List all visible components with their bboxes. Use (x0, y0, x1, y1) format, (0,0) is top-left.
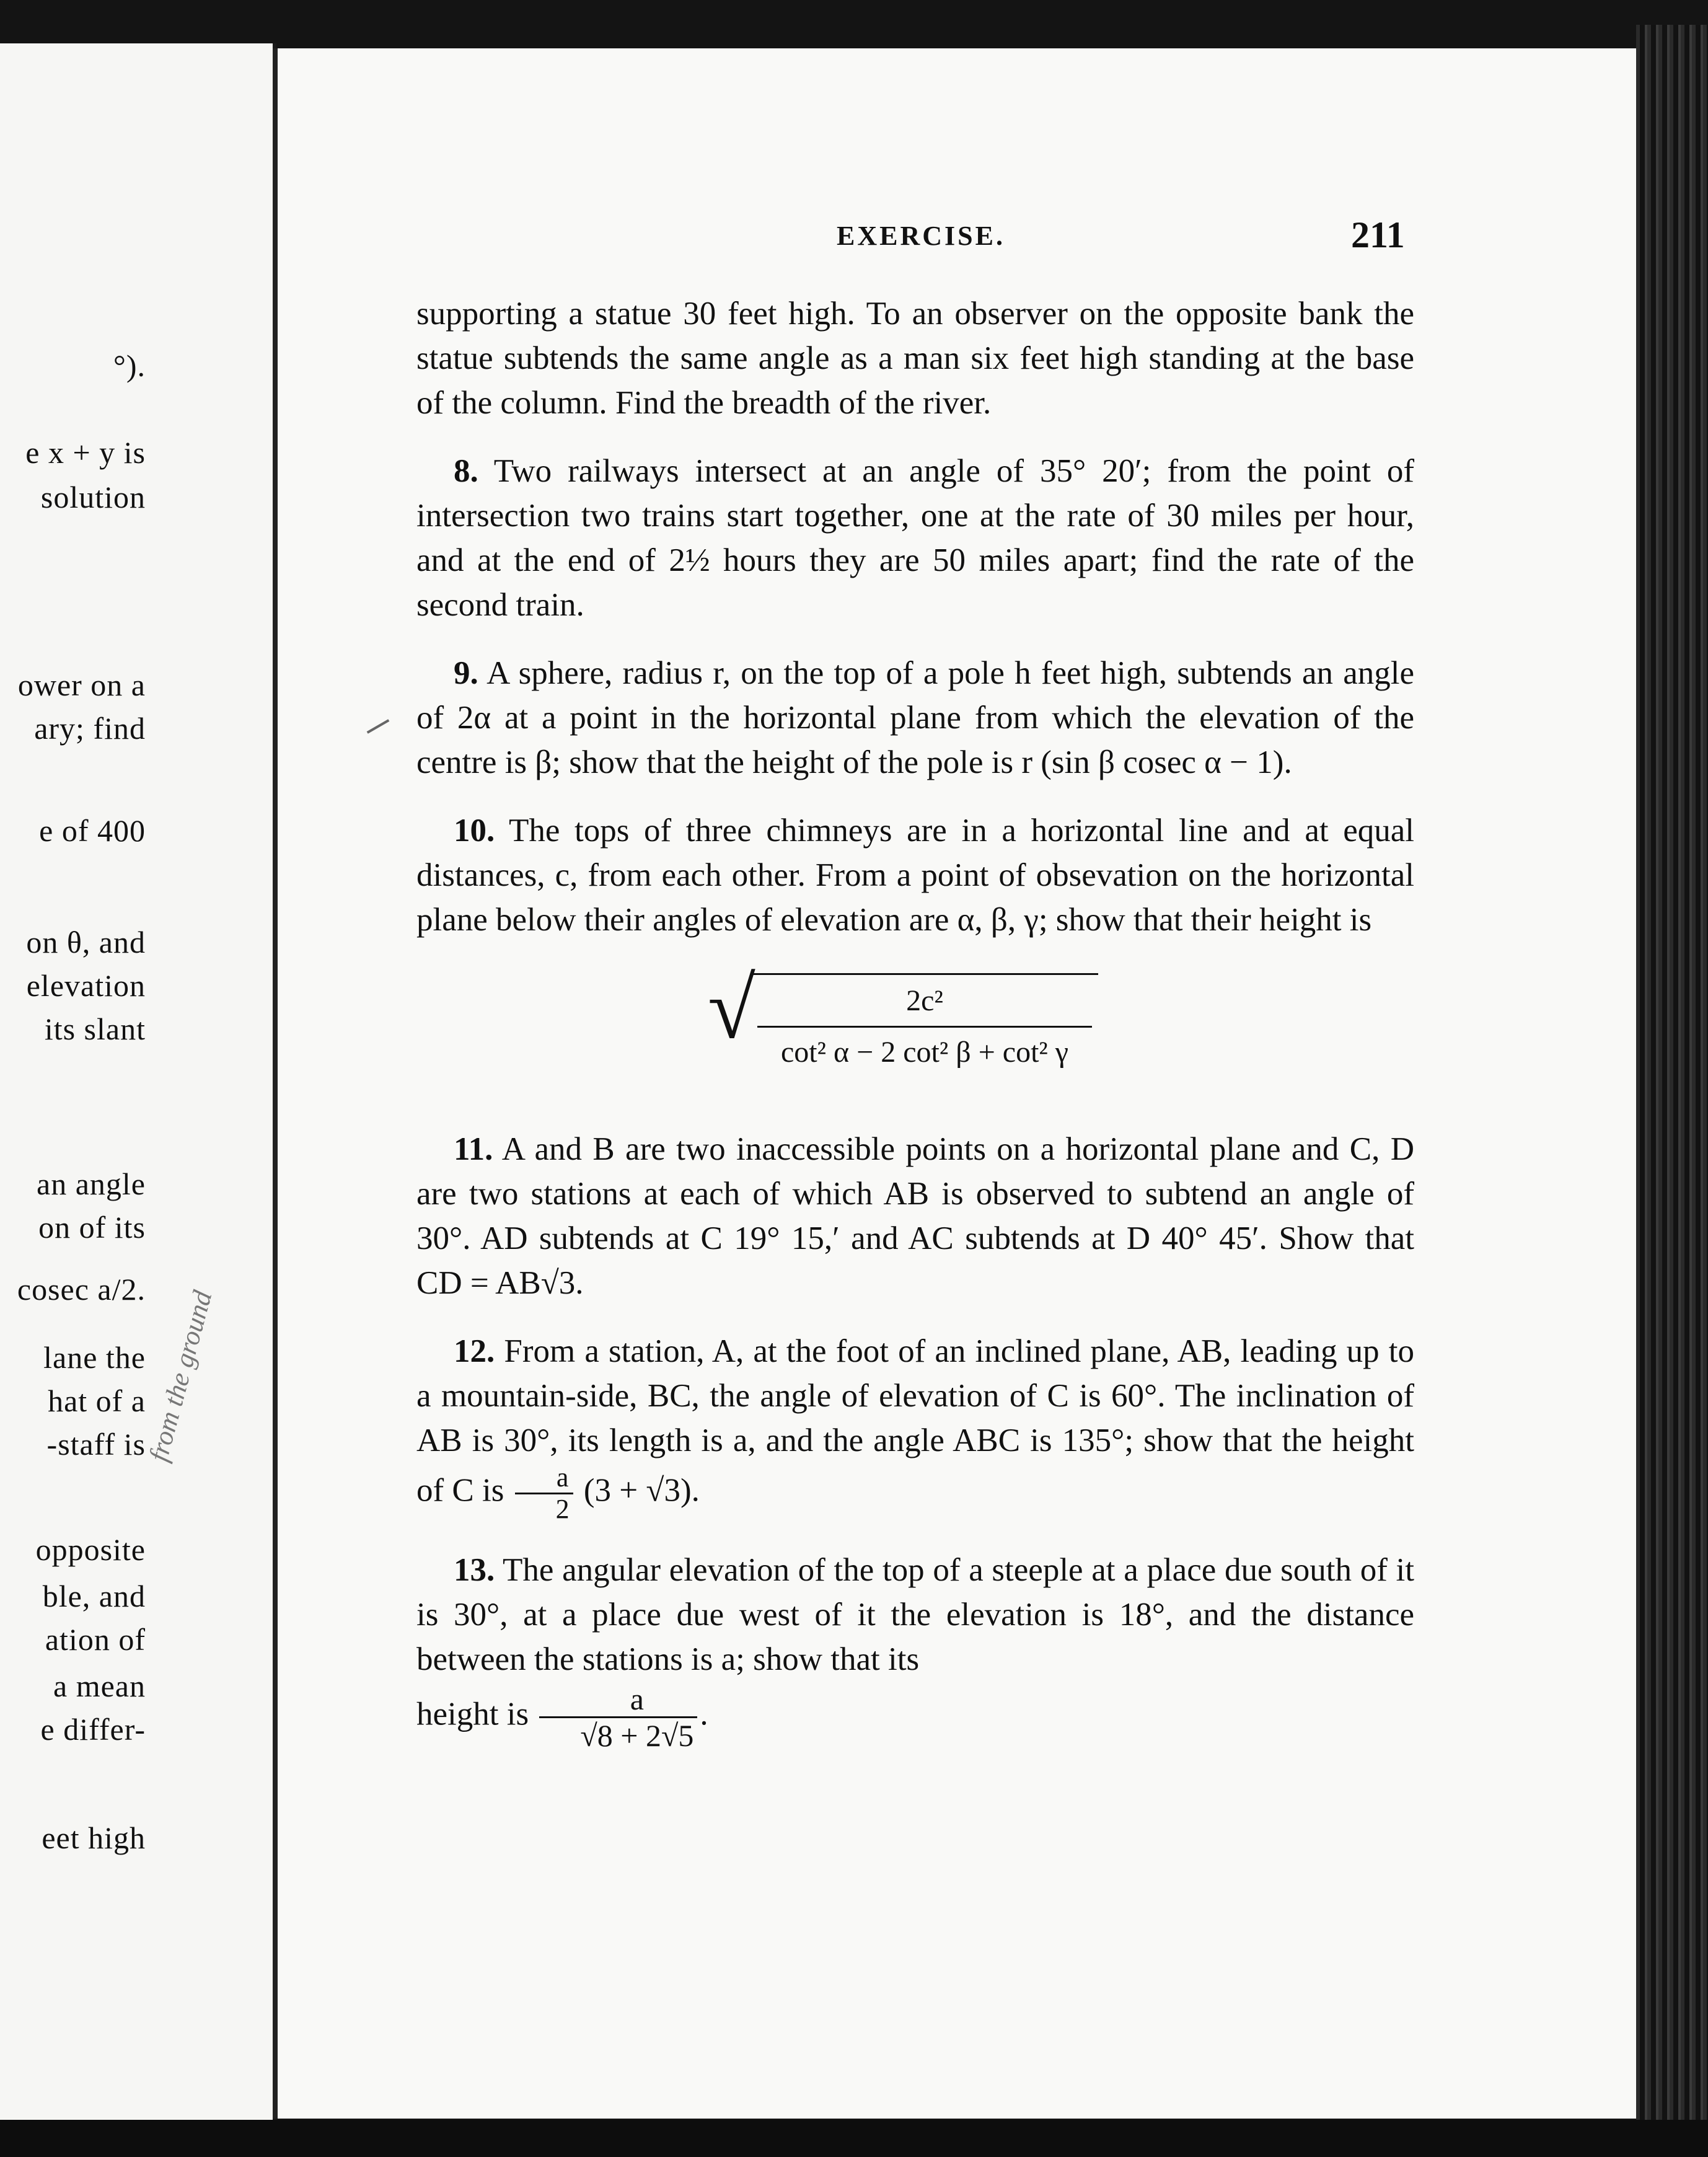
left-page-line: elevation (26, 968, 146, 1003)
left-page-line: e of 400 (39, 813, 146, 848)
exercise-number: 9. (454, 655, 478, 691)
left-page-line: e differ- (40, 1712, 146, 1747)
exercise-lead: height is (416, 1696, 529, 1732)
exercise-number: 10. (454, 813, 495, 849)
exercise-text: The tops of three chimneys are in a horizontal line and at equal distances, c, from each other. From a point of obsevation on the horizontal plane below their angles of elevation are α, β, γ; show that their height is (416, 813, 1414, 938)
left-page-line: °). (113, 348, 146, 383)
left-page-line: e x + y is (25, 435, 146, 470)
left-page-line: on of its (38, 1210, 146, 1245)
left-page-line: a mean (53, 1669, 146, 1703)
exercise-number: 11. (454, 1131, 493, 1167)
exercise-11 (416, 1127, 1414, 1305)
exercise-12 (416, 1329, 1414, 1524)
left-page-line: solution (40, 480, 146, 514)
exercise-number: 12. (454, 1333, 495, 1369)
left-page-line: an angle (37, 1167, 146, 1201)
page-number: 211 (1351, 214, 1405, 255)
left-page-line: its slant (44, 1012, 146, 1046)
fraction-numerator: a (515, 1463, 573, 1494)
left-page-line: ble, and (42, 1579, 146, 1613)
exercise-tail: . (700, 1696, 708, 1732)
formula-denominator: cot² α − 2 cot² β + cot² γ (780, 1036, 1068, 1069)
fraction-numerator: a (539, 1682, 697, 1718)
left-page-line: ation of (45, 1622, 146, 1657)
exercise-13 (416, 1548, 1414, 1753)
inline-fraction (515, 1463, 573, 1524)
exercise-text: A sphere, radius r, on the top of a pole h feet high, subtends an angle of 2α at a point in the horizontal plane from which the elevation of the centre is β; show that the height of the pole is r (sin β cosec α − 1). (416, 655, 1414, 780)
exercise-text: The angular elevation of the top of a steeple at a place due south of it is 30°, at a place due west of it the elevation is 18°, and the distance between the stations is a; show that its (416, 1552, 1415, 1677)
left-page-line: opposite (35, 1532, 146, 1567)
fraction-denominator: √8 + 2√5 (580, 1718, 694, 1753)
exercise-text: A and B are two inaccessible points on a horizontal plane and C, D are two stations at each of which AB is observed to subtend an angle of 30°. AD subtends at C 19° 15,′ and AC subtends at D 40° 45′. Show that CD = AB√3. (416, 1131, 1414, 1301)
left-page-line: hat of a (48, 1383, 146, 1418)
handwritten-note: from the ground (143, 1287, 218, 1465)
exercise-number: 13. (454, 1552, 495, 1588)
left-page-line: lane the (43, 1340, 146, 1375)
inline-fraction (539, 1682, 697, 1753)
scan-border (0, 2120, 1708, 2157)
exercise-text: Two railways intersect at an angle of 35° 20′; from the point of intersection two trains start together, one at the rate of 30 miles per hour, and at the end of 2½ hours they are 50 miles apart; find the rate of the second train. (416, 453, 1414, 623)
exercise-number: 8. (454, 453, 478, 489)
exercise-9 (416, 651, 1414, 785)
exercise-8 (416, 449, 1414, 627)
left-page-line: ower on a (17, 668, 146, 702)
formula-numerator: 2c² (906, 984, 943, 1017)
exercise-10 (416, 808, 1414, 942)
formula-fraction (751, 973, 1098, 1075)
left-page-line: ary; find (34, 711, 146, 746)
running-header: EXERCISE. (837, 221, 1005, 251)
left-page-line: eet high (42, 1820, 146, 1855)
square-root-sign: √ (708, 961, 755, 1057)
paragraph-7-continued: supporting a statue 30 feet high. To an observer on the opposite bank the statue subtends the same angle as a man six feet high standing at the base of the column. Find the breadth of the river. (416, 296, 1414, 421)
left-page-line: cosec a/2. (17, 1272, 146, 1307)
book-edge (1636, 25, 1708, 2157)
left-page-line: on θ, and (26, 925, 146, 959)
page-body (416, 291, 1414, 1776)
left-page-line: -staff is (46, 1427, 146, 1462)
height-formula (416, 961, 1414, 1102)
fraction-denominator: 2 (555, 1494, 570, 1524)
fraction-bar (757, 1026, 1092, 1028)
exercise-text: From a station, A, at the foot of an inclined plane, AB, leading up to a mountain-side, BC, the angle of elevation of C is 60°. The inclination of AB is 30°, its length is a, and the angle ABC is 135°; show that the height of C is (416, 1333, 1414, 1509)
exercise-tail: (3 + √3). (583, 1472, 700, 1509)
